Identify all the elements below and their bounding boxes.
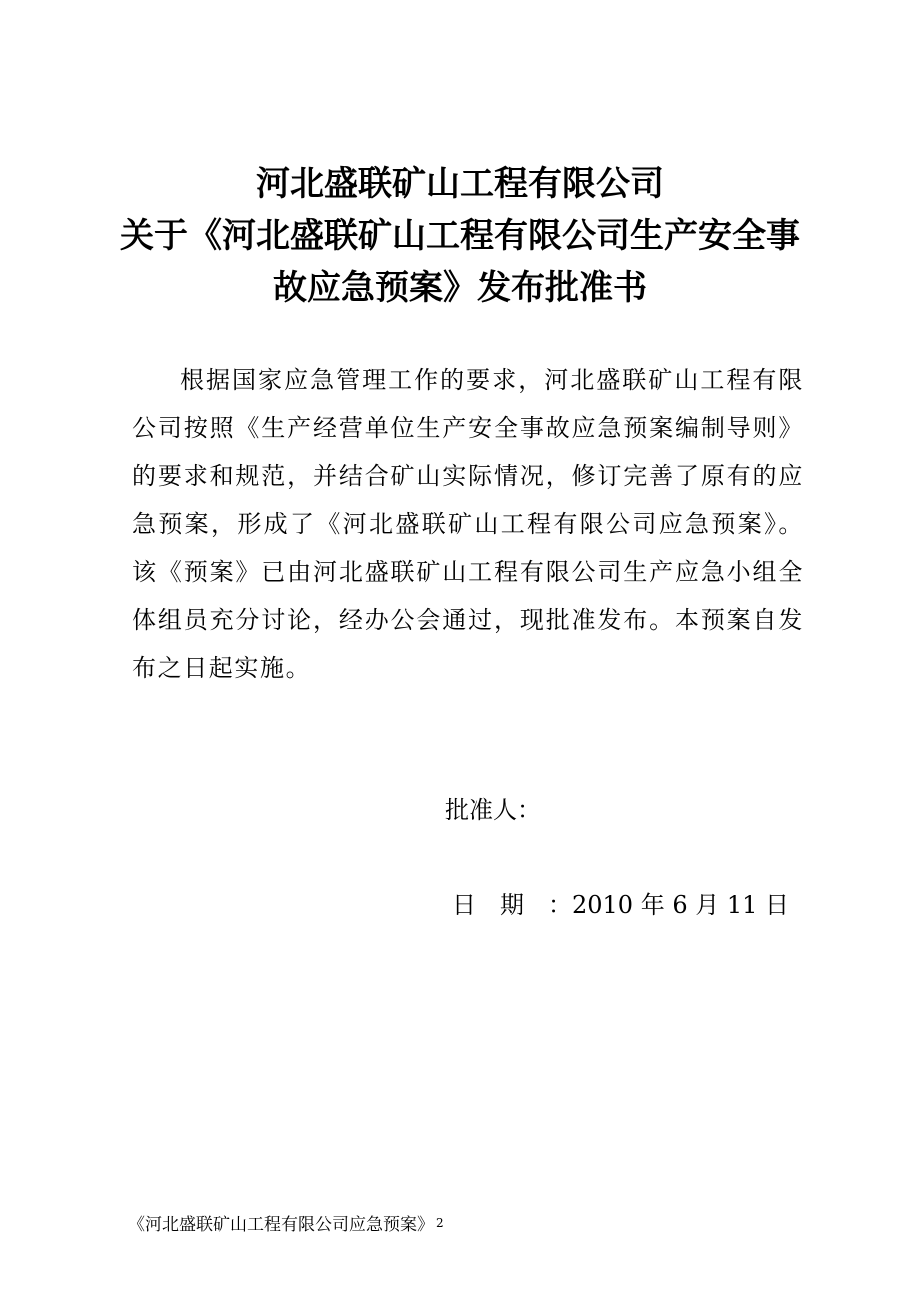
date-label: 日期 <box>452 891 548 919</box>
page-number: 2 <box>436 1216 444 1230</box>
document-title-line-3: 故应急预案》发布批准书 <box>273 268 647 308</box>
approval-paragraph: 根据国家应急管理工作的要求，河北盛联矿山工程有限公司按照《生产经营单位生产安全事故应急预案编制导则》的要求和规范，并结合矿山实际情况，修订完善了原有的应急预案，形成了《河北盛联矿山工程有限公司应急预案》。该《预案》已由河北盛联矿山工程有限公司生产应急小组全体组员充分讨论，经办公会通过，现批准发布。本预案自发布之日起实施。 <box>132 366 804 682</box>
approver-line <box>445 790 541 830</box>
date-line <box>452 885 789 925</box>
document-title-line-1: 河北盛联矿山工程有限公司 <box>256 164 664 204</box>
page-footer <box>128 1212 444 1238</box>
footer-document-name: 《河北盛联矿山工程有限公司应急预案》 <box>128 1215 434 1235</box>
date-value: 2010 年 6 月 11 日 <box>572 891 790 919</box>
date-colon: ： <box>548 891 572 919</box>
document-title-line-2: 关于《河北盛联矿山工程有限公司生产安全事 <box>120 216 800 256</box>
approver-label: 批准人： <box>445 796 541 824</box>
